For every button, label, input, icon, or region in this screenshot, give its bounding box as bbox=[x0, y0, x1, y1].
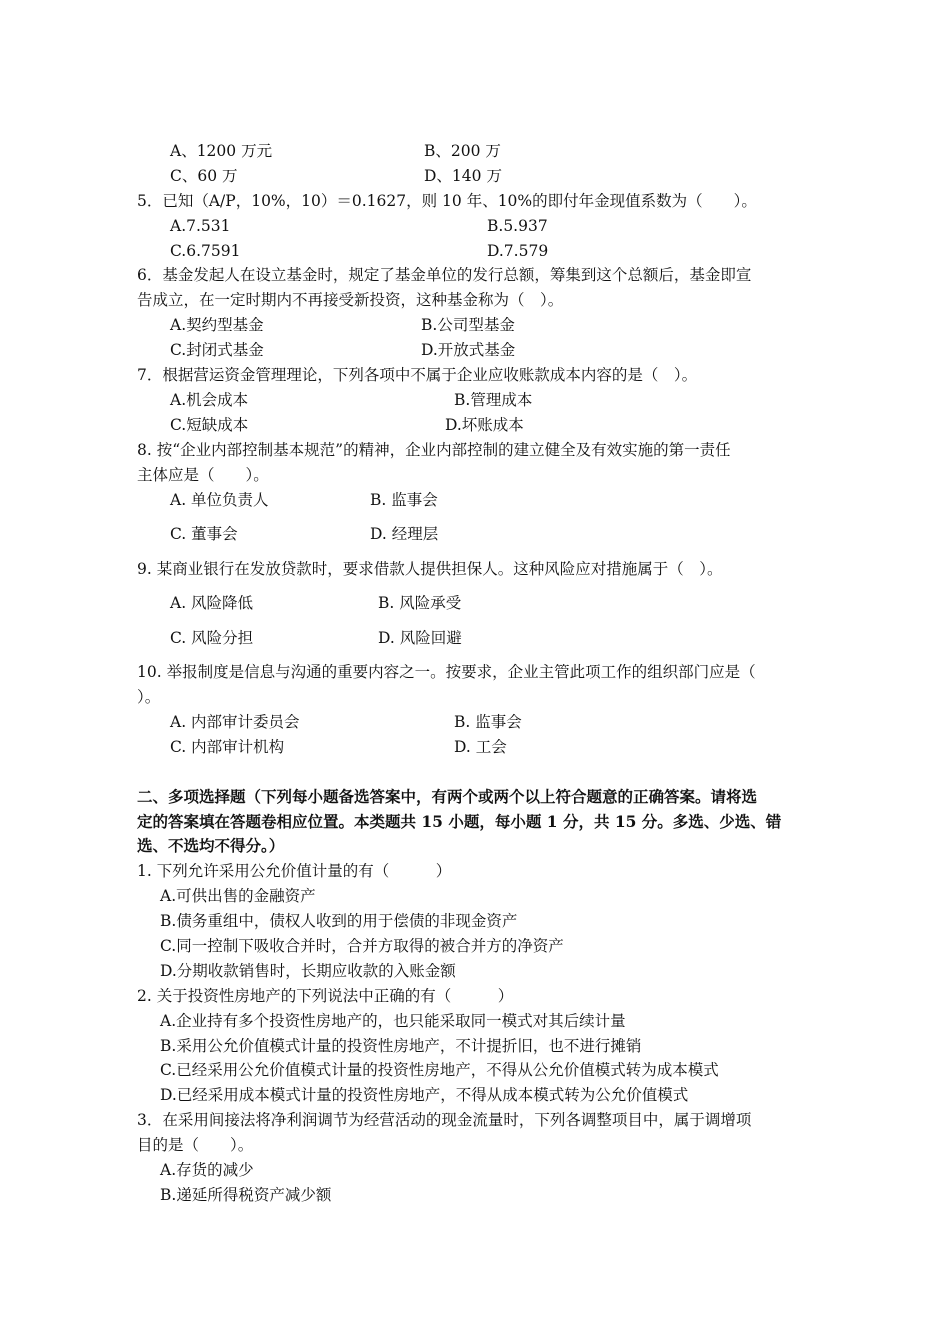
section2-heading-line3: 选、不选均不得分。） bbox=[137, 836, 285, 855]
q5-option-a: A.7.531 bbox=[170, 217, 231, 235]
q4-option-d: D、140 万 bbox=[424, 167, 502, 185]
q6-stem-line1: 6．基金发起人在设立基金时，规定了基金单位的发行总额，筹集到这个总额后，基金即宣 bbox=[137, 266, 752, 284]
q6-stem-line2: 告成立，在一定时期内不再接受新投资，这种基金称为（ ）。 bbox=[137, 291, 564, 309]
q10-stem-line1: 10. 举报制度是信息与沟通的重要内容之一。按要求，企业主管此项工作的组织部门应是（ bbox=[137, 663, 756, 681]
q8-stem-line1: 8. 按“企业内部控制基本规范”的精神，企业内部控制的建立健全及有效实施的第一责任 bbox=[137, 441, 731, 459]
q9-option-a: A. 风险降低 bbox=[170, 594, 254, 612]
p2-q3-stem-line1: 3．在采用间接法将净利润调节为经营活动的现金流量时，下列各调整项目中，属于调增项 bbox=[137, 1111, 752, 1129]
p2-q3-option-a: A.存货的减少 bbox=[160, 1161, 254, 1179]
q10-option-c: C. 内部审计机构 bbox=[170, 738, 285, 756]
q9-option-d: D. 风险回避 bbox=[378, 629, 462, 647]
q10-option-a: A. 内部审计委员会 bbox=[170, 713, 300, 731]
q4-option-a: A、1200 万元 bbox=[170, 142, 273, 160]
p2-q3-stem-line2: 目的是（ ）。 bbox=[137, 1136, 254, 1154]
q6-option-b: B.公司型基金 bbox=[421, 316, 515, 334]
p2-q1-stem: 1. 下列允许采用公允价值计量的有（ ） bbox=[137, 862, 452, 880]
section2-heading-line2: 定的答案填在答题卷相应位置。本类题共 15 小题，每小题 1 分，共 15 分。多选、少选、错 bbox=[137, 812, 782, 831]
q8-option-c: C. 董事会 bbox=[170, 525, 238, 543]
q6-option-c: C.封闭式基金 bbox=[170, 341, 264, 359]
q7-option-b: B.管理成本 bbox=[454, 391, 533, 409]
q8-option-a: A. 单位负责人 bbox=[170, 491, 269, 509]
q9-stem: 9. 某商业银行在发放贷款时，要求借款人提供担保人。这种风险应对措施属于（ ）。 bbox=[137, 560, 723, 578]
q10-option-d: D. 工会 bbox=[454, 738, 507, 756]
p2-q1-option-a: A.可供出售的金融资产 bbox=[160, 887, 316, 905]
section2-heading-line1: 二、多项选择题（下列每小题备选答案中，有两个或两个以上符合题意的正确答案。请将选 bbox=[137, 787, 758, 806]
q4-option-c: C、60 万 bbox=[170, 167, 238, 185]
q5-option-b: B.5.937 bbox=[487, 217, 548, 235]
q8-option-b: B. 监事会 bbox=[370, 491, 438, 509]
p2-q1-option-c: C.同一控制下吸收合并时，合并方取得的被合并方的净资产 bbox=[160, 937, 564, 955]
q7-option-a: A.机会成本 bbox=[170, 391, 249, 409]
p2-q2-option-d: D.已经采用成本模式计量的投资性房地产，不得从成本模式转为公允价值模式 bbox=[160, 1086, 689, 1104]
q8-option-d: D. 经理层 bbox=[370, 525, 439, 543]
p2-q2-stem: 2. 关于投资性房地产的下列说法中正确的有（ ） bbox=[137, 987, 514, 1005]
p2-q1-option-b: B.债务重组中，债权人收到的用于偿债的非现金资产 bbox=[160, 912, 518, 930]
q8-stem-line2: 主体应是（ ）。 bbox=[137, 466, 269, 484]
p2-q2-option-b: B.采用公允价值模式计量的投资性房地产，不计提折旧，也不进行摊销 bbox=[160, 1037, 642, 1055]
q6-option-a: A.契约型基金 bbox=[170, 316, 264, 334]
q7-option-c: C.短缺成本 bbox=[170, 416, 249, 434]
p2-q2-option-a: A.企业持有多个投资性房地产的，也只能采取同一模式对其后续计量 bbox=[160, 1012, 626, 1030]
q9-option-c: C. 风险分担 bbox=[170, 629, 254, 647]
q6-option-d: D.开放式基金 bbox=[421, 341, 516, 359]
q4-option-b: B、200 万 bbox=[424, 142, 501, 160]
q5-option-d: D.7.579 bbox=[487, 242, 549, 260]
p2-q1-option-d: D.分期收款销售时，长期应收款的入账金额 bbox=[160, 962, 456, 980]
q7-stem: 7．根据营运资金管理理论，下列各项中不属于企业应收账款成本内容的是（ ）。 bbox=[137, 366, 698, 384]
q5-option-c: C.6.7591 bbox=[170, 242, 241, 260]
p2-q2-option-c: C.已经采用公允价值模式计量的投资性房地产，不得从公允价值模式转为成本模式 bbox=[160, 1061, 719, 1079]
q5-stem: 5．已知（A/P，10%，10）＝0.1627，则 10 年、10%的即付年金现值系数为（ ）。 bbox=[137, 192, 757, 210]
q7-option-d: D.坏账成本 bbox=[445, 416, 524, 434]
q10-stem-line2: ）。 bbox=[137, 688, 161, 706]
q10-option-b: B. 监事会 bbox=[454, 713, 522, 731]
q9-option-b: B. 风险承受 bbox=[378, 594, 462, 612]
p2-q3-option-b: B.递延所得税资产减少额 bbox=[160, 1186, 332, 1204]
